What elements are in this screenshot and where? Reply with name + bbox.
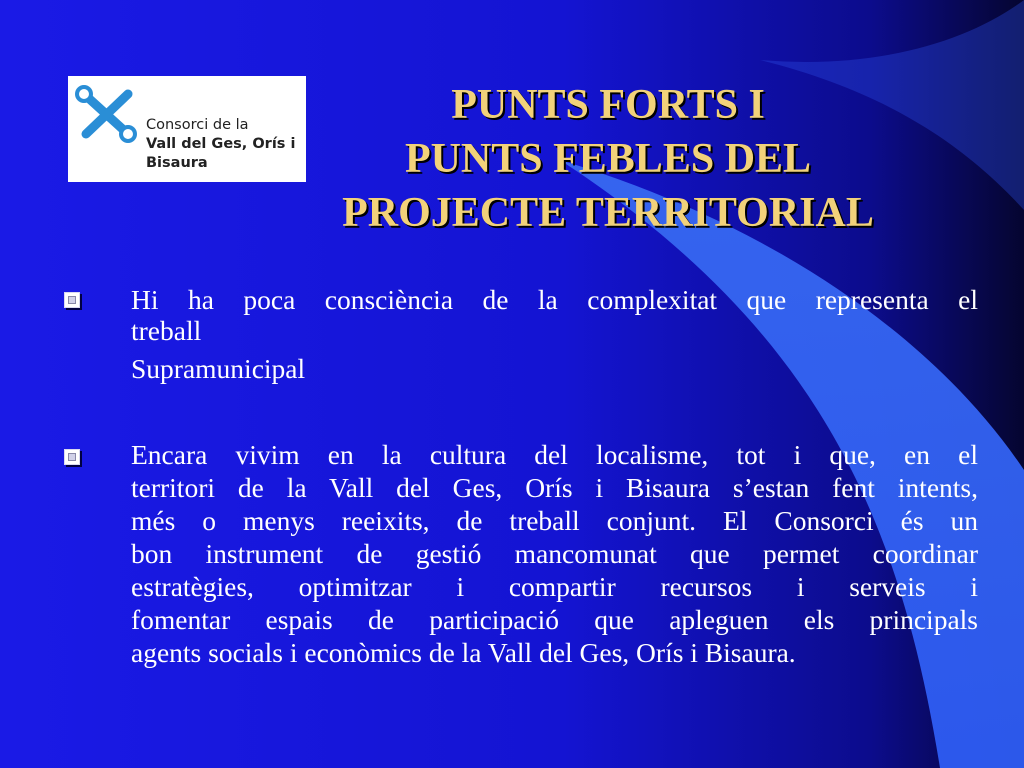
bullet-text-line: més o menys reeixits, de treball conjunt. El Consorci és un bbox=[131, 505, 978, 536]
bullet-text-line: Hi ha poca consciència de la complexitat que representa el bbox=[131, 284, 978, 315]
title-line: PUNTS FORTS I bbox=[451, 82, 765, 128]
logo-line: Bisaura bbox=[146, 155, 208, 171]
bullet-text-line: agents socials i econòmics de la Vall del Ges, Orís i Bisaura. bbox=[131, 637, 796, 668]
title-line: PUNTS FEBLES DEL bbox=[404, 136, 812, 182]
bullet-text-line: treball bbox=[131, 315, 202, 346]
slide-title bbox=[266, 78, 950, 240]
bullet-paragraph bbox=[131, 438, 978, 669]
bullet-text-line: fomentar espais de participació que apleguen els principals bbox=[131, 604, 978, 635]
bullet-text-line: estratègies, optimitzar i compartir recursos i serveis i bbox=[131, 571, 978, 602]
logo-line: Consorci de la bbox=[146, 117, 249, 133]
checkbox-bullet-icon bbox=[64, 449, 80, 465]
bullet-text-line: territori de la Vall del Ges, Orís i Bisaura s’estan fent intents, bbox=[131, 472, 978, 503]
bullet-paragraph bbox=[131, 283, 978, 385]
logo-line: Vall del Ges, Orís i bbox=[146, 136, 296, 152]
bullet-text-line: Supramunicipal bbox=[131, 353, 306, 384]
bullet-text-line: Encara vivim en la cultura del localisme, tot i que, en el bbox=[131, 439, 978, 470]
checkbox-bullet-icon bbox=[64, 292, 80, 308]
title-line: PROJECTE TERRITORIAL bbox=[342, 190, 874, 236]
bullet-text-line: bon instrument de gestió mancomunat que permet coordinar bbox=[131, 538, 978, 569]
consorci-x-logo-icon bbox=[74, 80, 138, 144]
